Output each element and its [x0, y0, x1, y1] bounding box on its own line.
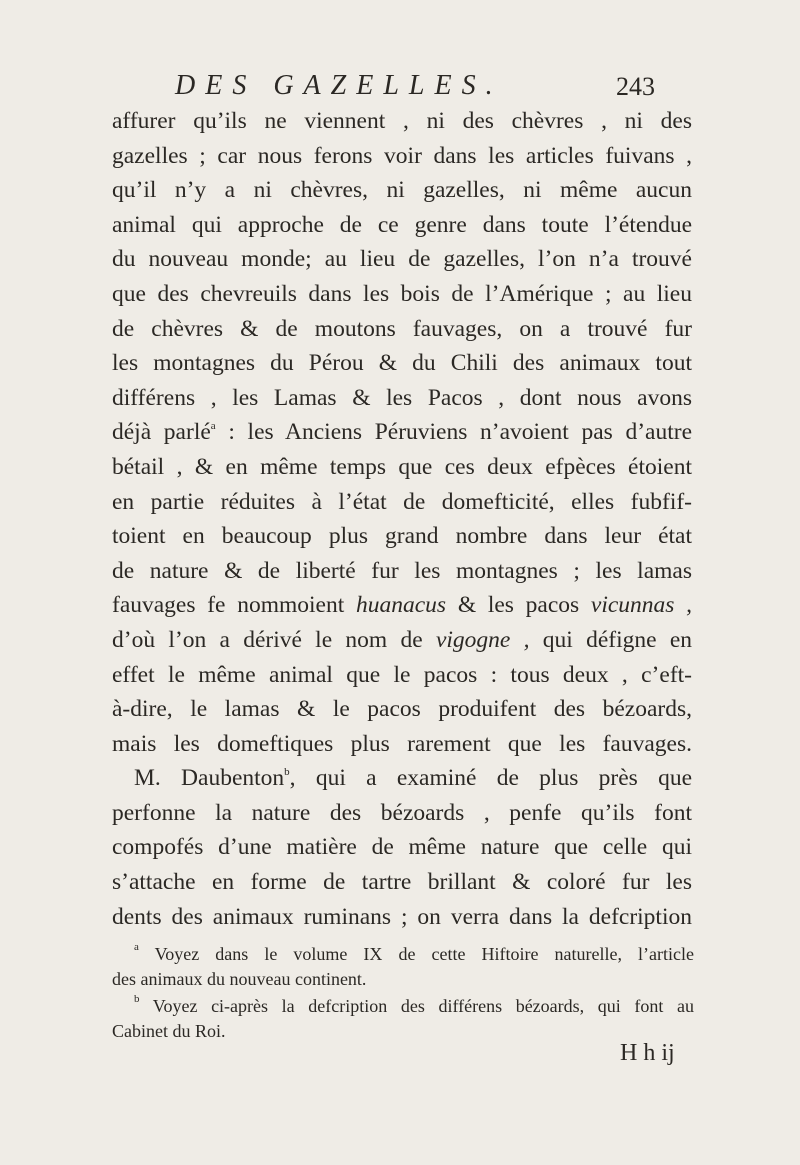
text-line: à-dire, le lamas & le pacos produifent des bézoards,: [112, 696, 692, 723]
text-line: en partie réduites à l’état de domefticité, elles fubfif-: [112, 488, 692, 515]
text-segment: , qui a examiné de plus près que: [289, 765, 692, 792]
text-line: effet le même animal que le pacos : tous deux , c’eft-: [112, 661, 692, 688]
text-line: mais les domeftiques plus rarement que les fauvages.: [112, 730, 692, 757]
text-line: dents des animaux ruminans ; on verra dans la defcription: [112, 903, 692, 930]
footnotes: [112, 942, 694, 1043]
text-line: compofés d’une matière de même nature que celle qui: [112, 834, 692, 861]
text-line: que des chevreuils dans les bois de l’Amérique ; au lieu: [112, 280, 692, 307]
footnote-text: Voyez ci-après la defcription des différens bézoards, qui font au: [152, 996, 694, 1016]
body-text: [112, 104, 692, 934]
running-title: DES GAZELLES.: [175, 70, 503, 101]
text-line: de nature & de liberté fur les montagnes ; les lamas: [112, 557, 692, 584]
footnote-mark-a: a: [134, 941, 139, 953]
text-line: [112, 415, 692, 450]
footnote-line: Cabinet du Roi.: [112, 1020, 226, 1041]
footnote-line: des animaux du nouveau continent.: [112, 968, 367, 989]
text-segment: déjà parlé: [112, 419, 211, 446]
footnote-mark-b: b: [134, 993, 140, 1005]
italic-term: vicunnas ,: [590, 592, 693, 619]
text-line: perfonne la nature des bézoards , penfe qu’ils font: [112, 799, 692, 826]
text-line: animal qui approche de ce genre dans toute l’étendue: [112, 211, 692, 238]
text-line: [112, 623, 692, 658]
text-line: bétail , & en même temps que ces deux efpèces étoient: [112, 453, 692, 480]
text-segment: M. Daubenton: [134, 765, 285, 792]
text-line: [112, 588, 692, 623]
footnote-a: [112, 942, 694, 967]
text-line: s’attache en forme de tartre brillant & coloré fur les: [112, 869, 692, 896]
text-line: de chèvres & de moutons fauvages, on a trouvé fur: [112, 315, 692, 342]
text-line: affurer qu’ils ne viennent , ni des chèvres , ni des: [112, 108, 692, 134]
text-line: du nouveau monde; au lieu de gazelles, l’on n’a trouvé: [112, 246, 692, 273]
text-segment: & les pacos: [457, 592, 580, 619]
page-header: [175, 70, 655, 106]
text-line: gazelles ; car nous ferons voir dans les articles fuivans ,: [112, 142, 692, 169]
text-segment: : les Anciens Péruviens n’avoient pas d’autre: [228, 419, 692, 446]
page-number: 243: [616, 72, 655, 101]
text-segment: fauvages fe nommoient: [112, 592, 345, 619]
footnote-b: [112, 994, 694, 1019]
text-line: qu’il n’y a ni chèvres, ni gazelles, ni même aucun: [112, 177, 692, 204]
text-line: [112, 761, 692, 796]
text-segment: d’où l’on a dérivé le nom de: [112, 626, 423, 653]
text-line: différens , les Lamas & les Pacos , dont nous avons: [112, 384, 692, 411]
text-segment: qui défigne en: [542, 626, 693, 653]
footnote-text: Voyez dans le volume IX de cette Hiftoire naturelle, l’article: [154, 944, 694, 964]
text-line: toient en beaucoup plus grand nombre dans leur état: [112, 523, 692, 550]
footnote-ref-b: b: [284, 766, 290, 779]
footnote-ref-a: a: [210, 420, 216, 433]
text-line: les montagnes du Pérou & du Chili des animaux tout: [112, 350, 692, 377]
signature-mark: H h ij: [620, 1040, 675, 1066]
italic-term: vigogne ,: [435, 626, 530, 653]
italic-term: huanacus: [356, 592, 447, 619]
